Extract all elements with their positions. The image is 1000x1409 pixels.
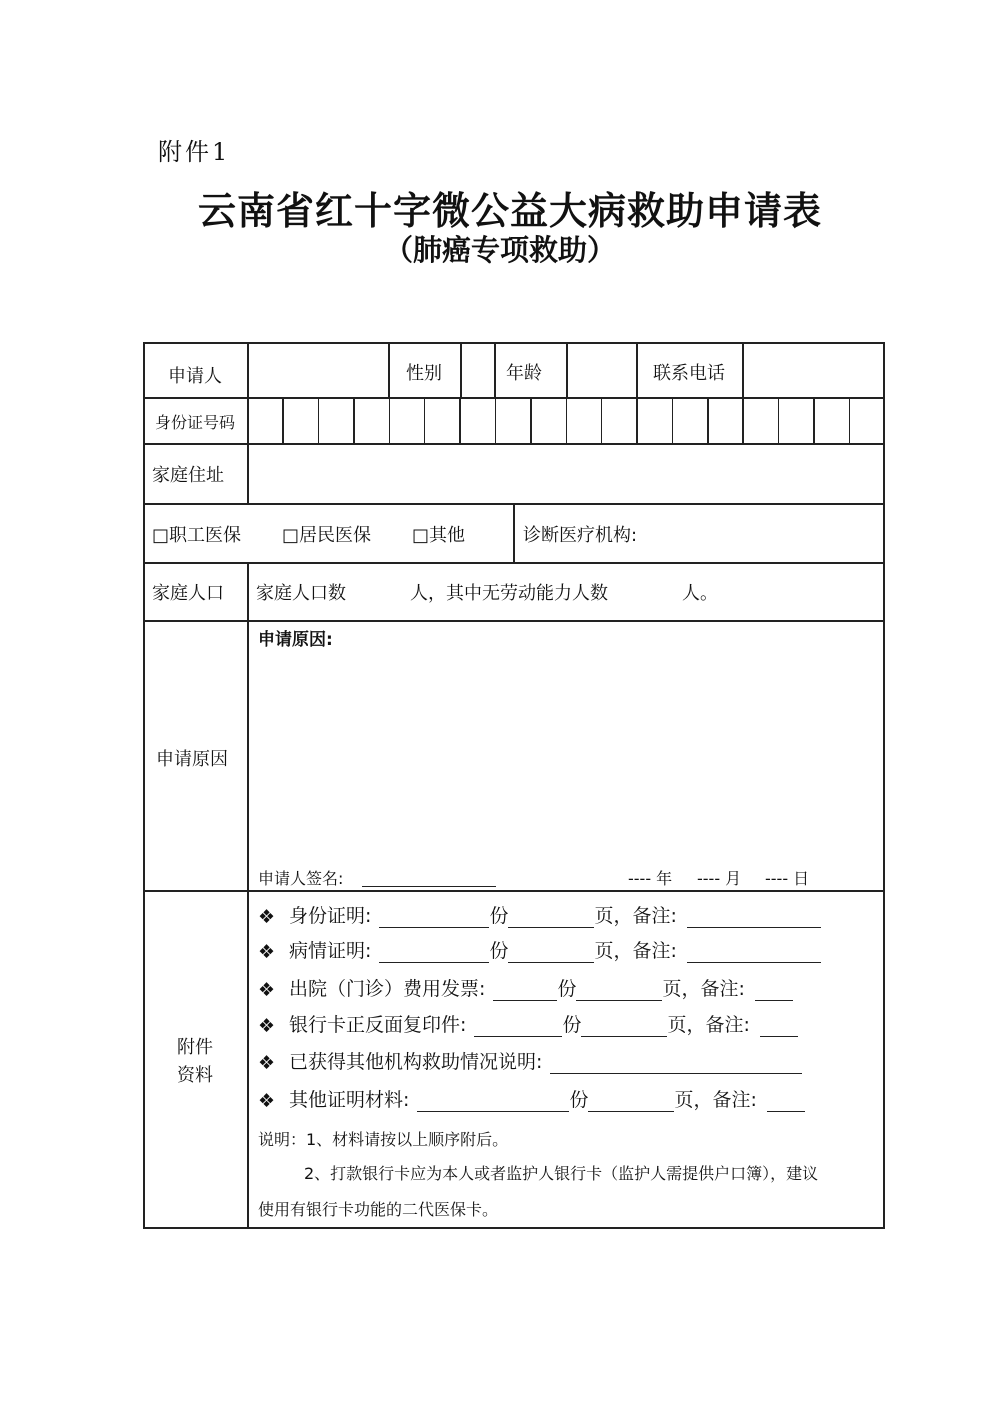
divider [143,890,885,892]
divider [883,342,885,1229]
address-label: 家庭住址 [152,465,224,486]
attachment-item-label: 银行卡正反面复印件: [289,1014,467,1036]
id-digit-cell[interactable] [851,399,883,443]
applicant-field[interactable] [249,344,387,397]
remark-line[interactable] [760,1016,798,1037]
copies-label: 份 [562,1014,582,1036]
id-digit-cell[interactable] [320,399,352,443]
id-digit-cell[interactable] [391,399,423,443]
remark-line[interactable] [755,980,793,1001]
bullet-icon: ❖ [258,1015,276,1037]
copies-line[interactable] [379,942,489,963]
divider [143,1227,885,1229]
pages-line[interactable] [581,1016,667,1037]
divider [513,503,515,562]
pages-remark-label: 页，备注: [594,940,677,962]
signature-label: 申请人签名: [258,868,344,888]
attachment-item-label: 病情证明: [289,940,372,962]
date-year: ---- 年 [628,868,673,888]
reason-label: 申请原因 [156,749,228,770]
copies-line[interactable] [493,980,557,1001]
id-digit-cell[interactable] [249,399,281,443]
attachments-label-1: 附件 [177,1037,213,1058]
bullet-icon: ❖ [258,979,276,1001]
signature-line[interactable] [362,866,496,887]
attachment-note-line[interactable] [550,1053,802,1074]
hospital-label: 诊断医疗机构: [523,524,638,546]
reason-header: 申请原因: [258,629,333,650]
bullet-icon: ❖ [258,906,276,928]
date-month: ---- 月 [697,868,742,888]
copies-line[interactable] [417,1091,569,1112]
note-3: 使用有银行卡功能的二代医保卡。 [258,1200,499,1219]
pages-remark-label: 页，备注: [667,1014,750,1036]
id-digit-cell[interactable] [815,399,847,443]
phone-field[interactable] [744,344,882,397]
bullet-icon: ❖ [258,1090,276,1112]
gender-label: 性别 [406,363,442,384]
attachment-item [258,937,821,963]
attachment-item-label: 身份证明: [289,905,372,927]
household-middle-text: 人，其中无劳动能力人数 [410,583,608,604]
note-2: 2、打款银行卡应为本人或者监护人银行卡（监护人需提供户口簿），建议 [304,1164,819,1183]
attachment-item-label: 出院（门诊）费用发票: [289,978,486,1000]
id-digit-cell[interactable] [603,399,635,443]
id-digit-cell[interactable] [780,399,812,443]
attachment-item [258,1011,798,1037]
attachment-item [258,975,793,1001]
copies-label: 份 [557,978,577,1000]
id-digit-cell[interactable] [426,399,458,443]
remark-line[interactable] [767,1091,805,1112]
insurance-worker-checkbox[interactable]: □职工医保 [152,524,242,546]
gender-field[interactable] [462,344,493,397]
id-digit-cell[interactable] [744,399,776,443]
attachment-item [258,1086,805,1112]
household-end-text: 人。 [682,583,718,604]
id-digit-cell[interactable] [674,399,706,443]
attachments-label-2: 资料 [177,1065,213,1086]
pages-line[interactable] [508,942,594,963]
id-digit-cell[interactable] [284,399,316,443]
copies-line[interactable] [379,907,489,928]
id-digit-cell[interactable] [568,399,600,443]
reason-textarea[interactable] [249,652,882,857]
id-number-label: 身份证号码 [154,412,235,432]
household-count-text: 家庭人口数 [256,583,346,604]
pages-remark-label: 页，备注: [594,905,677,927]
bullet-icon: ❖ [258,1052,276,1074]
form-subtitle: （肺癌专项救助） [383,233,616,267]
copies-label: 份 [489,905,509,927]
insurance-other-checkbox[interactable]: □其他 [412,524,466,546]
date-day: ---- 日 [765,868,810,888]
annex-label: 附件1 [158,138,231,166]
remark-line[interactable] [687,907,821,928]
divider [143,620,885,622]
note-1: 说明：1、材料请按以上顺序附后。 [258,1130,509,1149]
id-digit-cell[interactable] [461,399,493,443]
divider [143,342,145,1229]
applicant-label: 申请人 [168,366,222,387]
pages-remark-label: 页，备注: [674,1089,757,1111]
attachment-item [258,1048,802,1074]
copies-label: 份 [569,1089,589,1111]
remark-line[interactable] [687,942,821,963]
insurance-resident-checkbox[interactable]: □居民医保 [282,524,372,546]
age-label: 年龄 [506,363,542,384]
phone-label: 联系电话 [653,363,725,384]
copies-line[interactable] [474,1016,562,1037]
id-digit-cell[interactable] [355,399,387,443]
pages-line[interactable] [576,980,662,1001]
bullet-icon: ❖ [258,941,276,963]
household-label: 家庭人口 [152,583,224,604]
id-digit-cell[interactable] [532,399,564,443]
age-field[interactable] [568,344,635,397]
form-title: 云南省红十字微公益大病救助申请表 [197,188,822,233]
attachment-item [258,902,821,928]
id-digit-cell[interactable] [638,399,670,443]
copies-label: 份 [489,940,509,962]
address-field[interactable] [249,445,882,503]
pages-line[interactable] [508,907,594,928]
attachment-item-label: 已获得其他机构救助情况说明: [289,1051,543,1073]
attachment-item-label: 其他证明材料: [289,1089,410,1111]
id-digit-cell[interactable] [709,399,741,443]
id-digit-cell[interactable] [497,399,529,443]
pages-line[interactable] [588,1091,674,1112]
pages-remark-label: 页，备注: [662,978,745,1000]
